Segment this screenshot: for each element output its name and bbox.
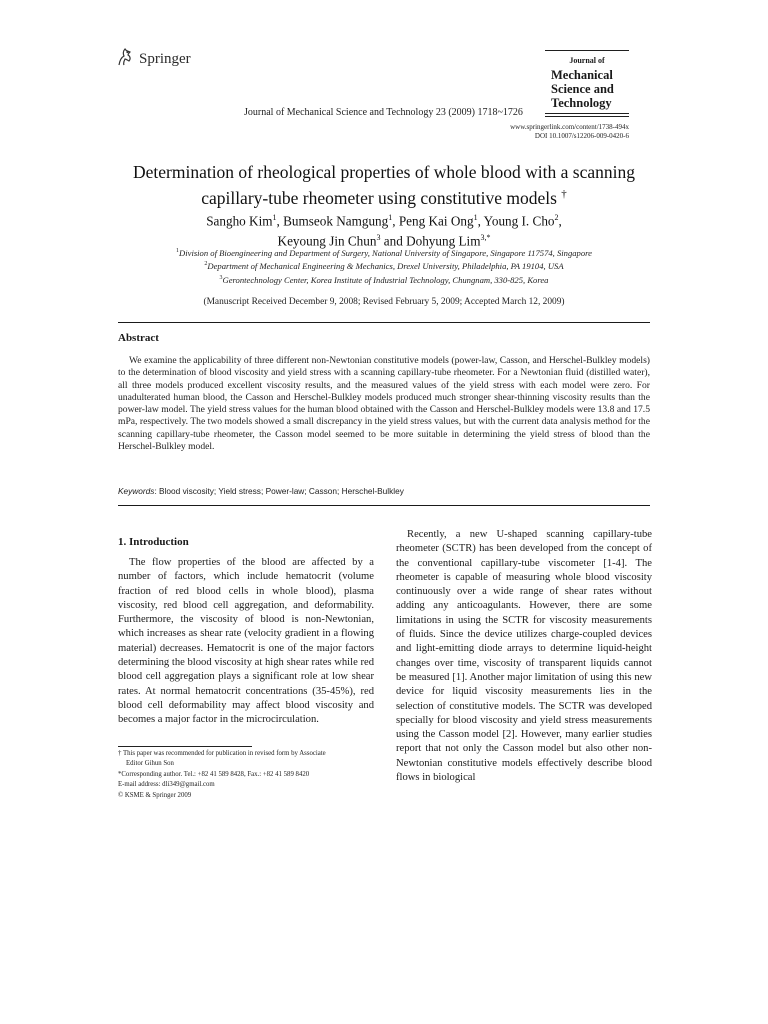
- affiliation-1-sup: 1: [176, 248, 180, 254]
- author-5-sup: 3: [376, 233, 381, 243]
- author-4-sup: 2: [554, 213, 559, 222]
- author-list: [110, 209, 658, 250]
- affiliation-3: [110, 273, 658, 286]
- affiliation-2-sup: 2: [204, 261, 208, 268]
- footnote-email: E-mail address: dli349@gmail.com: [118, 781, 215, 789]
- title-dagger: †: [561, 188, 567, 200]
- intro-paragraph: The flow properties of the blood are affected by a number of factors, which include hematocrit (volume fraction of red blood cells in whole blood), plasma viscosity, red blood cell aggregation, and deformability. Furthermore, the viscosity of blood is non-Newtonian, which increases as shear rate (velocity gradient in a flowing material) decreases. Hematocrit is one of the major factors determining the blood viscosity at high shear rates while red blood cell aggregation plays a significant role at low shear rates. At normal hematocrit concentrations (35-45%), red blood cell deformability may affect blood viscosity and becomes a major factor in the microcirculation.: [118, 557, 374, 726]
- author-6-sup: 3,*: [480, 233, 491, 243]
- abstract-bottom-rule: [118, 505, 650, 506]
- footnote-recommendation-cont: Editor Gihun Son: [126, 760, 174, 768]
- title-line-2: [110, 183, 658, 209]
- affiliation-2-text: Department of Mechanical Engineering & Mechanics, Drexel University, Philadelphia, PA 19104, USA: [207, 261, 564, 272]
- title-line-2-text: capillary-tube rheometer using constitutive models: [201, 187, 557, 208]
- author-1-sup: 1: [272, 213, 277, 222]
- footnote-rule: [118, 746, 252, 747]
- footnotes: [118, 749, 374, 801]
- title-line-1: Determination of rheological properties of whole blood with a scanning: [132, 162, 635, 182]
- affiliation-3-sup: 3: [219, 274, 223, 281]
- footnote-recommendation: † This paper was recommended for publication in revised form by Associate: [118, 750, 326, 757]
- journal-box-bottom-rule: [545, 113, 629, 114]
- author-2: , Bumseok Namgung: [276, 213, 389, 229]
- journal-box-bottom-rule-2: [545, 116, 629, 117]
- footnote-copyright: © KSME & Springer 2009: [118, 791, 192, 799]
- affiliation-1-text: Division of Bioengineering and Department of Surgery, National University of Singapore, Singapore 117574, Singapore: [179, 247, 592, 258]
- abstract-body: We examine the applicability of three different non-Newtonian constitutive models (power-law, Casson, and Herschel-Bulkley models) to the determination of blood viscosity and yield stress with a scanning capillary-tube rheometer. For a Newtonian fluid (distilled water), all three models produced excellent viscosity results, and the measured values of the yield stress with each model were zero. For unadulterated human blood, the Casson and Herschel-Bulkley models produced much stronger shear-thinning viscosity results than the power-law model. The yield stress values for the human blood obtained with the Casson and Herschel-Bulkley models were 13.8 and 17.5 mPa, respectively. The two models showed a small discrepancy in the yield stress values, but with the current data analysis method for the scanning capillary-tube rheometer, the Casson model seemed to be more suitable in determining the yield stress of blood than the Herschel-Bulkley model.: [118, 355, 650, 453]
- manuscript-dates: (Manuscript Received December 9, 2008; Revised February 5, 2009; Accepted March 12, 2009): [203, 297, 565, 307]
- journal-box-name: [545, 65, 629, 113]
- journal-box-small: Journal of: [569, 56, 605, 65]
- journal-links: [510, 123, 629, 141]
- publisher-name: Springer: [139, 50, 191, 67]
- author-3-sup: 1: [473, 213, 478, 222]
- author-6: and Dohyung Lim: [380, 233, 481, 249]
- journal-box-line1: Mechanical: [551, 68, 613, 82]
- journal-url[interactable]: www.springerlink.com/content/1738-494x: [510, 123, 629, 131]
- springer-horse-icon: [116, 47, 134, 72]
- abstract-heading: Abstract: [118, 332, 159, 344]
- author-1: Sangho Kim: [206, 213, 273, 229]
- affiliation-3-text: Gerontechnology Center, Korea Institute of Industrial Technology, Chungnam, 330-825, Korea: [222, 274, 549, 285]
- author-3: , Peng Kai Ong: [392, 213, 474, 229]
- authors-line-1: Sangho Kim$^1$, Bumseok Namgung$^1$, Peng Kai Ong$^1$, Young I. Cho$^2$,: [206, 213, 562, 229]
- author-5: Keyoung Jin Chun: [277, 233, 377, 249]
- abstract-top-rule: [118, 322, 650, 323]
- journal-doi: DOI 10.1007/s12206-009-0420-6: [534, 132, 629, 140]
- author-2-sup: 1: [388, 213, 393, 222]
- journal-citation: Journal of Mechanical Science and Technology 23 (2009) 1718~1726: [244, 107, 523, 118]
- keywords: [118, 486, 650, 496]
- footnote-corresponding: *Corresponding author. Tel.: +82 41 589 8428, Fax.: +82 41 589 8420: [118, 770, 310, 778]
- intro-paragraph-right: Recently, a new U-shaped scanning capillary-tube rheometer (SCTR) has been developed from the concept of the conventional capillary-tube viscometer [1-4]. The rheometer is capable of measuring whole blood viscosity continuously over a wide range of shear rates without adding any anticoagulants. However, there are some limitations in using the SCTR for viscosity measurements of fluids. Since the device utilizes charge-coupled devices and light-emitting diode arrays to determine liquid-height changes over time, viscosity of transparent liquids cannot be measured [1]. Another major limitation of using this new device for liquid viscosity measurements lies in the selection of constitutive models. The SCTR was developed specially for blood viscosity and yield stress measurements using the Casson model [2]. However, many earlier studies report that not only the Casson model but also other non-Newtonian constitutive models effectively describe blood flows in biological: [396, 529, 652, 784]
- author-4: , Young I. Cho: [477, 213, 555, 229]
- journal-box-line2: Science and: [551, 82, 614, 96]
- affiliation-2: [110, 259, 658, 272]
- affiliations: [110, 246, 658, 286]
- affiliation-1: [110, 246, 658, 259]
- journal-box: [545, 50, 629, 117]
- journal-box-line3: Technology: [551, 96, 612, 110]
- section-heading-introduction: 1. Introduction: [118, 536, 189, 548]
- keywords-list: : Blood viscosity; Yield stress; Power-law; Casson; Herschel-Bulkley: [154, 486, 404, 496]
- publisher-logo: [116, 48, 191, 70]
- paper-title: [110, 161, 658, 209]
- keywords-label: Keywords: [118, 486, 155, 496]
